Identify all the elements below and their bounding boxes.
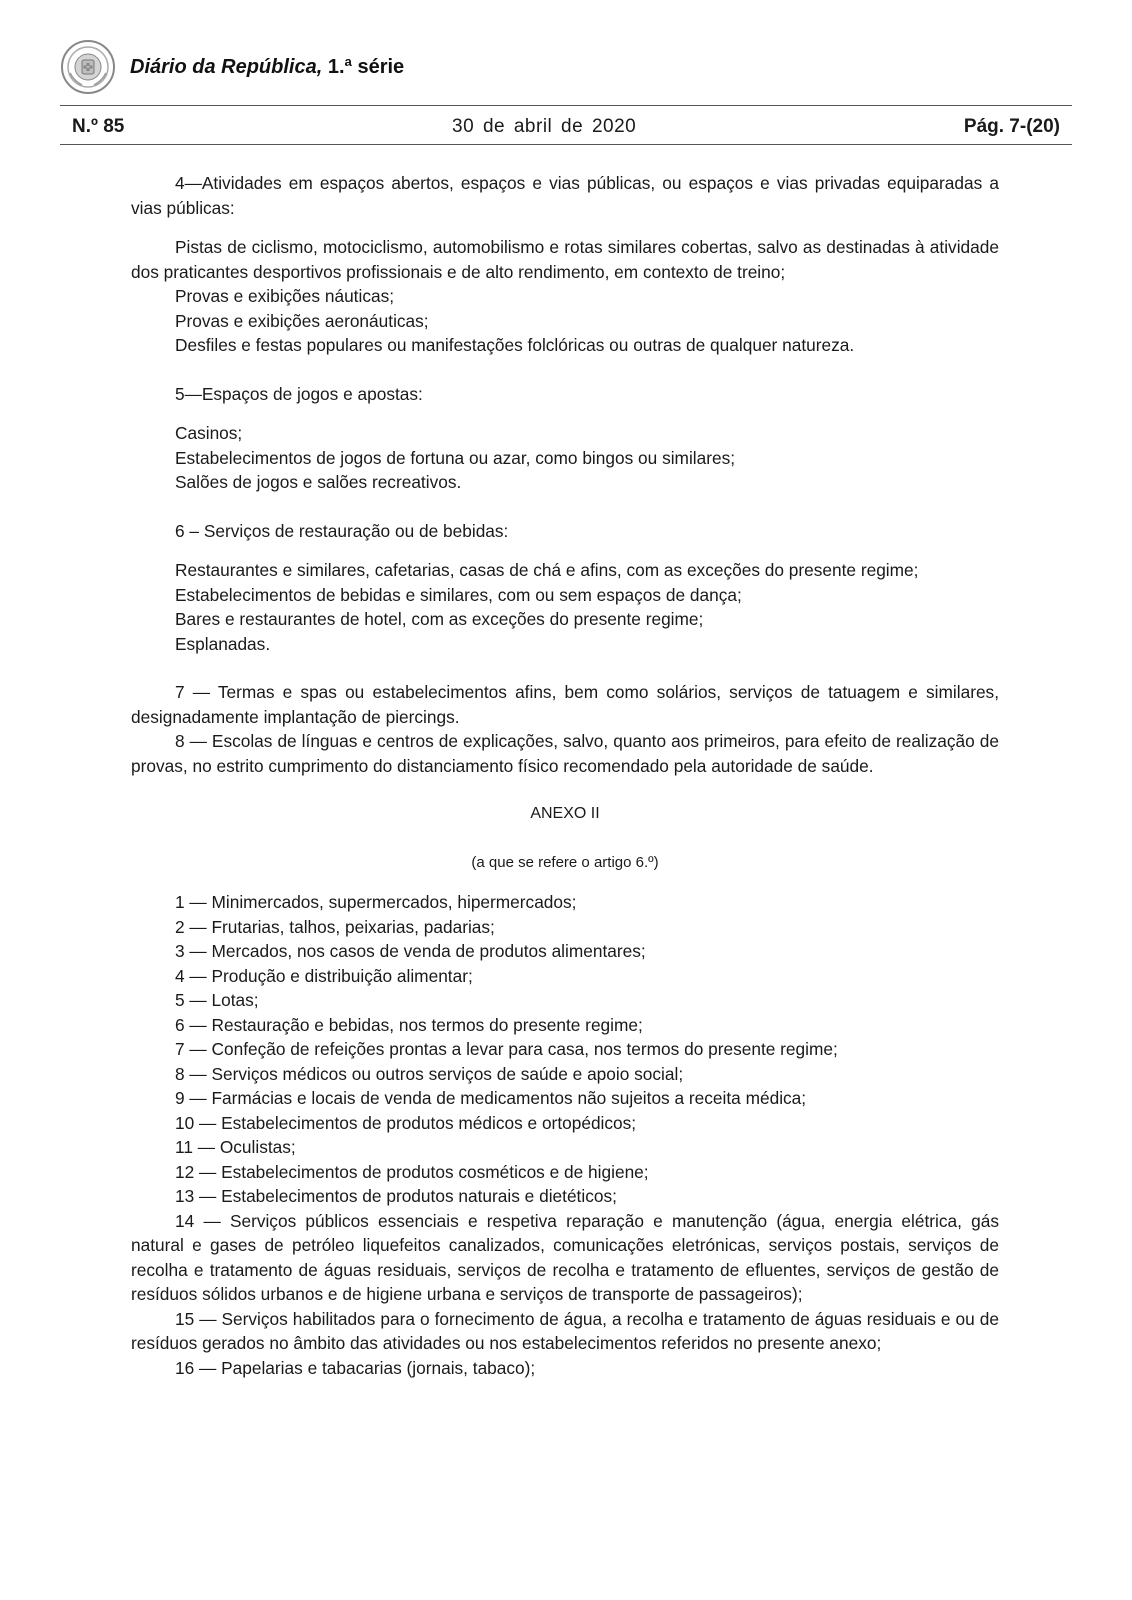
annex-item: 14 — Serviços públicos essenciais e respetiva reparação e manutenção (água, energia elétrica, gás natural e gases de petróleo liquefeitos canalizados, comunicações eletrónicas, serviços postais, serviços de recolha e tratamento de águas residuais, serviços de recolha e tratamento de efluentes, serviços de gestão de resíduos sólidos urbanos e de higiene urbana e serviços de transporte de passageiros); xyxy=(131,1210,999,1304)
annex-item: 11 — Oculistas; xyxy=(175,1137,296,1157)
annex-item: 12 — Estabelecimentos de produtos cosméticos e de higiene; xyxy=(175,1161,649,1182)
annex-title: ANEXO II xyxy=(530,805,600,822)
annex-item: 8 — Serviços médicos ou outros serviços de saúde e apoio social; xyxy=(175,1063,684,1084)
issue-number: N.º 85 xyxy=(72,116,125,137)
annex-item: 7 — Confeção de refeições prontas a levar para casa, nos termos do presente regime; xyxy=(175,1039,838,1059)
journal-title xyxy=(130,56,404,79)
section-4-item: Pistas de ciclismo, motociclismo, automobilismo e rotas similares cobertas, salvo as destinadas à atividade dos praticantes desportivos profissionais e de alto rendimento, em contexto de treino; xyxy=(131,237,999,282)
issue-bar xyxy=(72,113,1060,141)
annex-item: 1 — Minimercados, supermercados, hipermercados; xyxy=(175,892,577,912)
annex-item: 2 — Frutarias, talhos, peixarias, padarias; xyxy=(175,916,495,937)
section-4-heading: 4—Atividades em espaços abertos, espaços e vias públicas, ou espaços e vias privadas equiparadas a vias públicas: xyxy=(131,173,999,218)
annex-item: 10 — Estabelecimentos de produtos médicos e ortopédicos; xyxy=(175,1112,637,1133)
section-5-heading: 5—Espaços de jogos e apostas: xyxy=(175,383,423,404)
section-6-item: Estabelecimentos de bebidas e similares, com ou sem espaços de dança; xyxy=(175,584,742,605)
section-5-item: Casinos; xyxy=(175,423,243,443)
coat-of-arms-seal-icon xyxy=(60,39,116,95)
section-6-item: Esplanadas. xyxy=(175,633,271,654)
section-6-item: Restaurantes e similares, cafetarias, casas de chá e afins, com as exceções do presente regime; xyxy=(175,560,919,580)
header-rule-bottom xyxy=(60,144,1072,145)
section-6-item: Bares e restaurantes de hotel, com as exceções do presente regime; xyxy=(175,609,704,629)
annex-subtitle: (a que se refere o artigo 6.º) xyxy=(471,853,659,871)
issue-date: 30 de abril de 2020 xyxy=(452,116,637,137)
section-5-item: Salões de jogos e salões recreativos. xyxy=(175,472,462,492)
annex-item: 15 — Serviços habilitados para o fornecimento de água, a recolha e tratamento de águas residuais e ou de resíduos gerados no âmbito das atividades ou nos estabelecimentos referidos no presente anexo; xyxy=(131,1308,999,1353)
page-number: Pág. 7-(20) xyxy=(963,116,1060,137)
header-rule-top xyxy=(60,105,1072,106)
annex-item: 16 — Papelarias e tabacarias (jornais, tabaco); xyxy=(175,1357,536,1378)
section-5-item: Estabelecimentos de jogos de fortuna ou azar, como bingos ou similares; xyxy=(175,447,736,468)
annex-item: 6 — Restauração e bebidas, nos termos do presente regime; xyxy=(175,1014,643,1035)
annex-item: 13 — Estabelecimentos de produtos naturais e dietéticos; xyxy=(175,1186,617,1206)
section-4-item: Provas e exibições aeronáuticas; xyxy=(175,310,429,331)
annex-item: 3 — Mercados, nos casos de venda de produtos alimentares; xyxy=(175,941,646,961)
document-body xyxy=(131,171,999,1380)
journal-name: Diário da República, xyxy=(130,55,323,78)
journal-series: 1.ª série xyxy=(327,55,405,78)
section-6-heading: 6 – Serviços de restauração ou de bebidas: xyxy=(175,520,509,541)
annex-item: 4 — Produção e distribuição alimentar; xyxy=(175,965,473,986)
section-4-item: Desfiles e festas populares ou manifestações folclóricas ou outras de qualquer natureza. xyxy=(175,335,855,355)
masthead xyxy=(60,38,404,96)
section-7: 7 — Termas e spas ou estabelecimentos afins, bem como solários, serviços de tatuagem e similares, designadamente implantação de piercings. xyxy=(131,682,999,727)
section-4-item: Provas e exibições náuticas; xyxy=(175,286,395,306)
section-8: 8 — Escolas de línguas e centros de explicações, salvo, quanto aos primeiros, para efeito de realização de provas, no estrito cumprimento do distanciamento físico recomendado pela autoridade de saúde. xyxy=(131,731,999,776)
annex-item: 9 — Farmácias e locais de venda de medicamentos não sujeitos a receita médica; xyxy=(175,1088,807,1108)
annex-item: 5 — Lotas; xyxy=(175,990,259,1010)
